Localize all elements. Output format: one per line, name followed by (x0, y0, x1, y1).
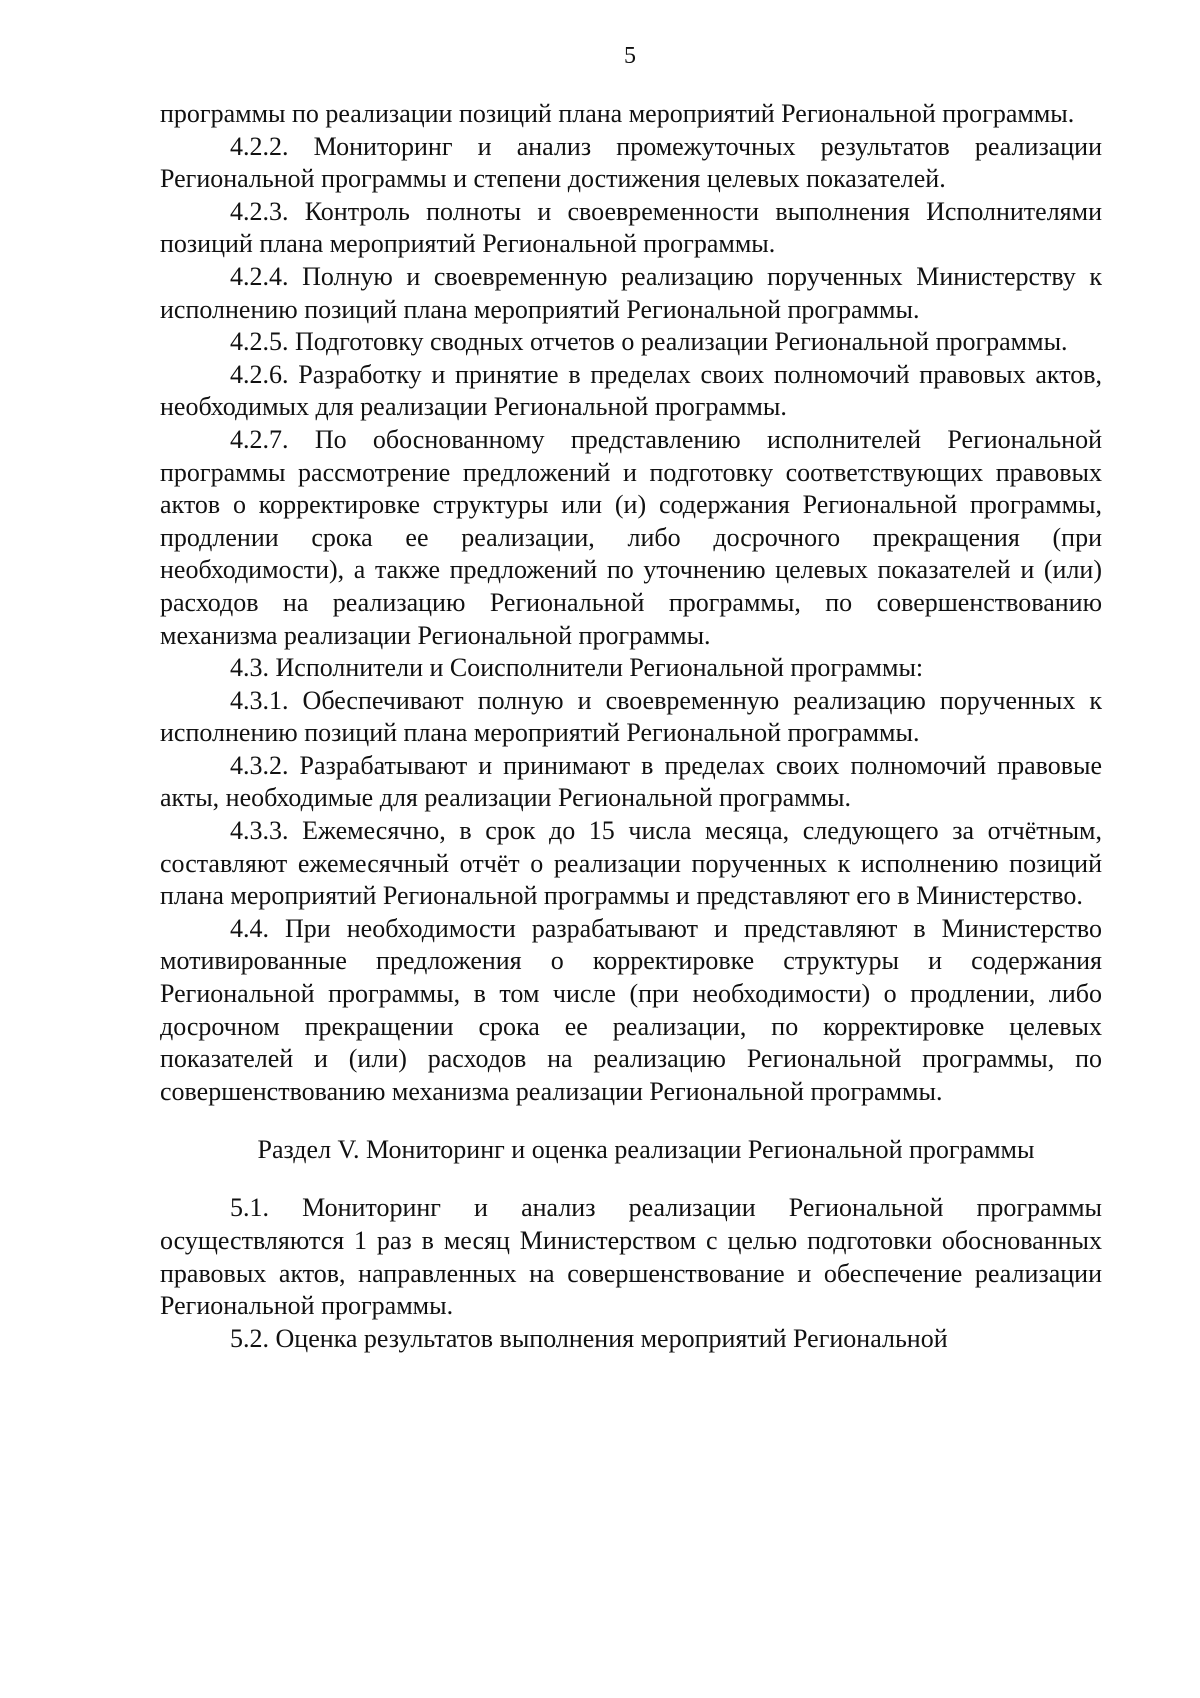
paragraph-continuation: программы по реализации позиций плана мероприятий Региональной программы. (160, 99, 1075, 128)
paragraph-4-3-1: 4.3.1. Обеспечивают полную и своевременную реализацию порученных к исполнению позиций плана мероприятий Региональной программы. (160, 685, 1102, 748)
paragraph-4-2-5: 4.2.5. Подготовку сводных отчетов о реализации Региональной программы. (230, 327, 1068, 357)
paragraph-4-3: 4.3. Исполнители и Соисполнители Региональной программы: (230, 653, 924, 683)
paragraph-4-3-3: 4.3.3. Ежемесячно, в срок до 15 числа месяца, следующего за отчётным, составляют ежемесячный отчёт о реализации порученных к исполнению позиций плана мероприятий Региональной программы и представляют его в Министерство. (160, 816, 1102, 911)
paragraph-5-2: 5.2. Оценка результатов выполнения мероприятий Региональной (230, 1323, 948, 1353)
paragraph-4-2-4: 4.2.4. Полную и своевременную реализацию порученных Министерству к исполнению позиций плана мероприятий Региональной программы. (160, 261, 1102, 324)
paragraph-4-2-3: 4.2.3. Контроль полноты и своевременности выполнения Исполнителями позиций плана мероприятий Региональной программы. (160, 196, 1102, 259)
paragraph-4-2-2: 4.2.2. Мониторинг и анализ промежуточных результатов реализации Региональной программы и степени достижения целевых показателей. (160, 131, 1102, 194)
page-number: 5 (624, 43, 636, 69)
paragraph-4-2-7: 4.2.7. По обоснованному представлению исполнителей Региональной программы рассмотрение предложений и подготовку соответствующих правовых актов о корректировке структуры или (и) содержания Региональной программы, продлении срока ее реализации, либо досрочного прекращения (при необходимости), а также предложений по уточнению целевых показателей и (или) расходов на реализацию Региональной программы, по совершенствованию механизма реализации Региональной программы. (160, 424, 1102, 650)
paragraph-4-2-6: 4.2.6. Разработку и принятие в пределах своих полномочий правовых актов, необходимых для реализации Региональной программы. (160, 359, 1102, 422)
section-heading: Раздел V. Мониторинг и оценка реализации Региональной программы (257, 1135, 1035, 1165)
paragraph-5-1: 5.1. Мониторинг и анализ реализации Региональной программы осуществляются 1 раз в месяц Министерством с целью подготовки обоснованных правовых актов, направленных на совершенствование и обеспечение реализации Региональной программы. (160, 1193, 1102, 1321)
paragraph-4-3-2: 4.3.2. Разрабатывают и принимают в пределах своих полномочий правовые акты, необходимые для реализации Региональной программы. (160, 750, 1102, 813)
document-body (160, 98, 1102, 1355)
paragraph-4-4: 4.4. При необходимости разрабатывают и представляют в Министерство мотивированные предложения о корректировке структуры и содержания Региональной программы, в том числе (при необходимости) о продлении, либо досрочном прекращении срока ее реализации, по корректировке целевых показателей и (или) расходов на реализацию Региональной программы, по совершенствованию механизма реализации Региональной программы. (160, 913, 1102, 1106)
